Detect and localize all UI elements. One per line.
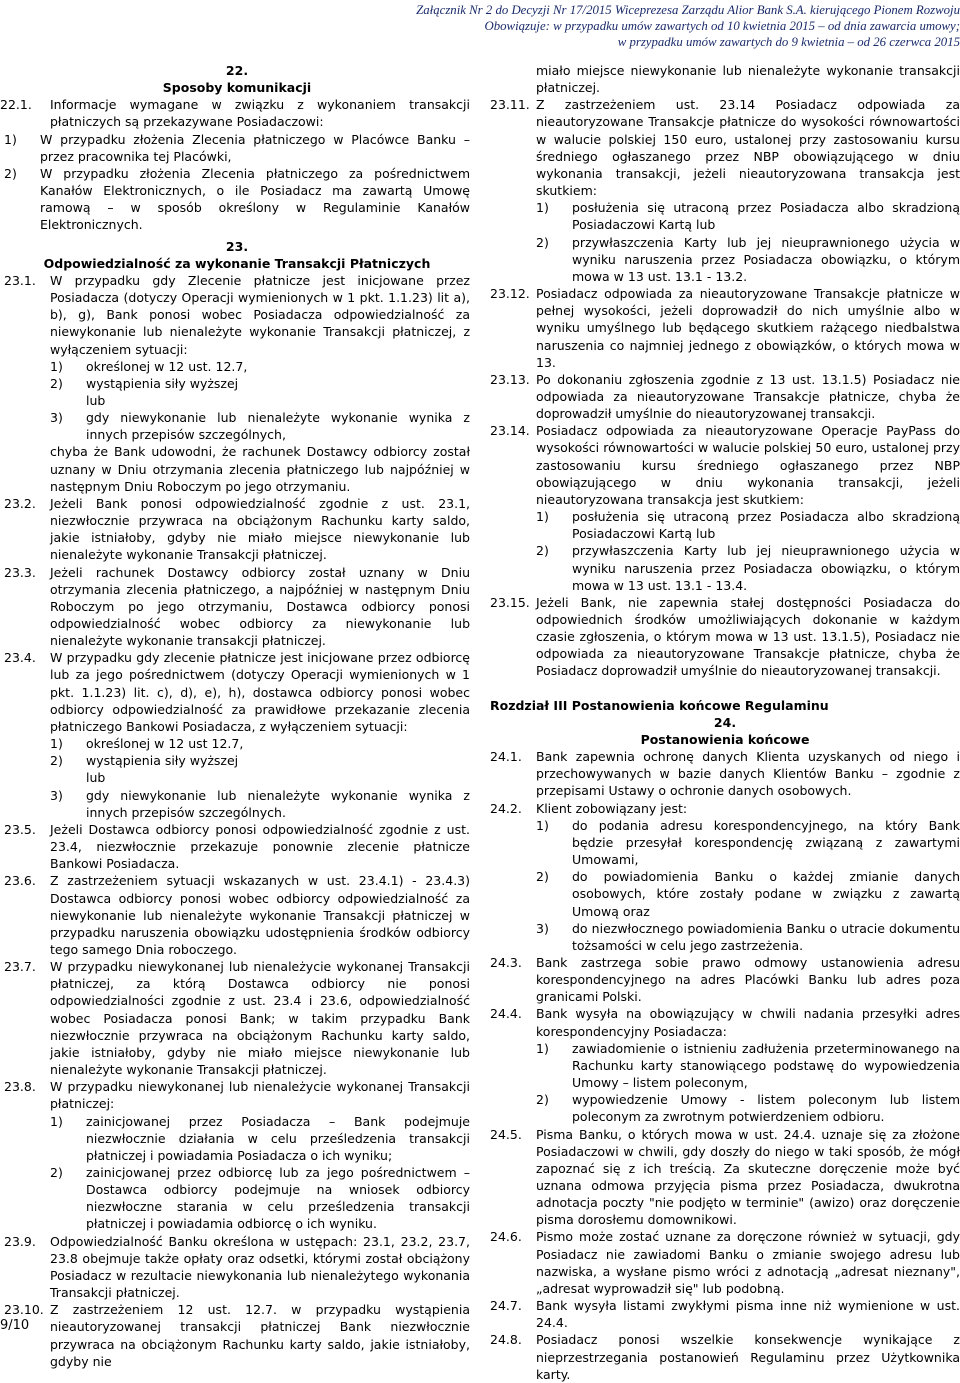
list-item [536,542,960,593]
list-item [50,1113,470,1164]
connector-text: lub [86,392,106,408]
paragraph-number: 23.4. [4,650,36,666]
list-marker: 2) [50,753,63,769]
list-item [536,1040,960,1091]
paragraph-text: Bank zastrzega sobie prawo odmowy ustanowienia adresu korespondencyjnego na adres Placówki Banku lub adres poza granicami Polski. [536,954,960,1005]
list-item [50,735,470,752]
paragraph-text: Po dokonaniu zgłoszenia zgodnie z 13 ust. 13.1.5) Posiadacz nie odpowiada za nieautoryzowane Transakcje płatnicze, chyba że doprowadził umyślnie do nieautoryzowanej transakcji. [536,371,960,422]
list-text: posłużenia się utraconą przez Posiadacza albo skradzioną Posiadaczowi Kartą lub [572,200,960,233]
list-text: do podania adresu korespondencyjnego, na który Bank będzie przesyłał korespondencję związaną z zawartymi Umowami, [572,817,960,868]
paragraph-continuation: chyba że Bank udowodni, że rachunek Dostawcy odbiorcy został uznany w Dniu otrzymania zlecenia płatniczego lub najpóźniej w następnym Dniu Roboczym po jego otrzymaniu. [50,444,470,494]
page-number: 9/10 [0,1318,30,1333]
paragraph-24-4 [490,1005,960,1039]
list-block [4,1113,470,1233]
paragraph-number: 23.15. [490,594,530,610]
paragraph-number: 24.7. [490,1298,522,1314]
list-marker: 1) [536,817,549,833]
paragraph-24-8 [490,1331,960,1382]
list-text: określonej w 12 ust 12.7, [86,736,244,752]
paragraph-text: Posiadacz odpowiada za nieautoryzowane Transakcje płatnicze w pełnej wysokości, jeżeli doprowadził do nich umyślnie albo w wyniku umyślnego lub będącego skutkiem rażącego niedbalstwa naruszenia co najmniej jednego z obowiązków, o których mowa w 13. [536,286,960,370]
paragraph-text: Posiadacz odpowiada za nieautoryzowane Operacje PayPass do wysokości równowartości w walucie polskiej 50 euro, ustalonej przy zastosowaniu kursu średniego ogłaszanego przez NBP obowiązującego w dniu wykonania transakcji, jeżeli nieautoryzowana transakcja jest skutkiem: [536,423,960,507]
list-text: gdy niewykonanie lub nienależyte wykonanie wynika z innych przepisów szczególnych. [86,787,470,820]
list-item [50,1164,470,1233]
section-24-number: 24. [713,714,737,730]
paragraph-text: Bank zapewnia ochronę danych Klienta uzyskanych od niego i przechowywanych w bazie danych Klientów Banku – zgodnie z przepisami Ustawy o ochronie danych osobowych. [536,749,960,799]
list-item [536,817,960,868]
paragraph-24-1 [490,748,960,799]
paragraph-number: 24.8. [490,1332,522,1348]
list-text: przywłaszczenia Karty lub jej nieuprawnionego użycia w wyniku naruszenia przez Posiadacza obowiązku, o którym mowa w 13 ust. 13.1 - 13.4. [572,543,960,593]
list-marker: 3) [50,787,63,803]
list-marker: 3) [536,920,549,936]
paragraph-number: 23.7. [4,959,36,975]
list-text: zainicjowanej przez Posiadacza – Bank podejmuje niezwłocznie działania w celu prześledzenia transakcji płatniczej i powiadamia Posiadacza o ich wyniku; [86,1113,470,1163]
list-item [50,752,470,769]
list-marker: 2) [536,543,549,559]
list-marker: 1) [50,1113,63,1129]
list-block [490,817,960,954]
section-22-number: 22. [225,63,249,78]
list-text: przywłaszczenia Karty lub jej nieuprawnionego użycia w wyniku naruszenia przez Posiadacza obowiązku, o którym mowa w 13 ust. 13.1 - 13.2. [572,234,960,284]
list-marker: 2) [536,234,549,250]
list-marker: 2) [4,165,17,181]
list-block [490,508,960,594]
paragraph-23-15 [490,594,960,680]
paragraph-23-7 [4,958,470,1078]
list-marker: 1) [4,131,17,147]
list-item [50,358,470,375]
paragraph-23-8 [4,1078,470,1112]
paragraph-number: 24.3. [490,954,522,970]
paragraph-text: W przypadku gdy zlecenie płatnicze jest inicjowane przez odbiorcę lub za jego pośrednictwem (dotyczy Operacji wymienionych w 1 pkt. 1.1.23) lit. c), d), e), h), dostawca odbiorcy ponosi wobec odbiorcy odpowiedzialność za prawidłowe przekazanie zlecenia płatniczego Bankowi Posiadacza, z wyłączeniem sytuacji: [50,650,470,734]
paragraph-number: 23.6. [4,873,36,889]
paragraph-text: Informacje wymagane w związku z wykonaniem transakcji płatniczych są przekazywane Posiadaczowi: [50,97,470,130]
paragraph-23-12 [490,285,960,371]
paragraph-number: 23.14. [490,423,530,439]
right-column [490,62,960,1383]
list-text: W przypadku złożenia Zlecenia płatniczego za pośrednictwem Kanałów Elektronicznych, o ile Posiadacz ma zawartą Umowę ramową – w sposób określony w Regulaminie Kanałów Elektronicznych. [40,165,470,233]
paragraph-number: 23.11. [490,97,530,113]
paragraph-number: 23.1. [4,272,36,288]
list-marker: 3) [50,410,63,426]
paragraph-23-1 [4,272,470,358]
paragraph-number: 23.10. [4,1302,44,1318]
paragraph-number: 23.5. [4,821,36,837]
paragraph-number: 24.2. [490,800,522,816]
list-item [4,131,470,165]
list-text: wypowiedzenie Umowy - listem poleconym lub listem poleconym za zwrotnym potwierdzeniem odbioru. [572,1092,960,1125]
paragraph-24-2 [490,800,960,817]
connector-text: lub [86,770,106,786]
paragraph-text: Z zastrzeżeniem ust. 23.14 Posiadacz odpowiada za nieautoryzowane Transakcje płatnicze do wysokości równowartości w walucie polskiej 150 euro, ustalonej przy zastosowaniu kursu średniego ogłaszanego przez NBP obowiązującego w dniu wykonania transakcji, jeżeli nieautoryzowana transakcja jest skutkiem: [536,97,960,199]
list-marker: 2) [50,1165,63,1180]
list-item [50,375,470,392]
section-23-number: 23. [225,238,249,254]
paragraph-23-4 [4,649,470,735]
list-item [536,234,960,285]
list-item [4,165,470,234]
paragraph-text: Jeżeli Dostawca odbiorcy ponosi odpowiedzialność zgodnie z ust. 23.4, niezwłocznie przekazuje ponownie zlecenie płatnicze Bankowi Posiadacza. [50,821,470,872]
list-block [4,735,470,821]
list-marker: 1) [50,358,63,374]
list-marker: 2) [50,375,63,391]
paragraph-text: Klient zobowiązany jest: [536,800,688,816]
paragraph-text: Pisma Banku, o których mowa w ust. 24.4. uznaje się za złożone Posiadaczowi w chwili, gdy doszły do niego w taki sposób, że mógł zapoznać się z ich treścią. Za skuteczne doręczenie może być uznana odmowa przyjęcia pisma przez Posiadacza, dwukrotna adnotacja poczty "nie podjęto w terminie" (awizo) oraz doręczenie pisma dorosłemu domownikowi. [536,1126,960,1228]
paragraph-number: 24.6. [490,1229,522,1245]
paragraph-text: Pismo może zostać uznane za doręczone również w sytuacji, gdy Posiadacz nie zawiadomi Banku o zmianie swojego adresu lub nazwiska, a wysłane pismo wróci z adnotacją „adresat nieznany", „adresat wyprowadził się" lub podobną. [536,1229,960,1296]
paragraph-text: W przypadku niewykonanej lub nienależycie wykonanej Transakcji płatniczej: [50,1079,470,1112]
paragraph-number: 23.8. [4,1079,36,1095]
list-marker: 1) [50,736,63,752]
paragraph-23-3 [4,564,470,650]
paragraph-24-5 [490,1126,960,1229]
section-22-title: Sposoby komunikacji [162,80,312,96]
list-item [50,409,470,443]
paragraph-22-1 [0,96,470,130]
left-column [0,62,470,1370]
list-text: zawiadomienie o istnieniu zadłużenia przeterminowanego na Rachunku karty stanowiącego podstawę do wypowiedzenia Umowy – listem poleconym, [572,1040,960,1091]
list-text: posłużenia się utraconą przez Posiadacza albo skradzioną Posiadaczowi Kartą lub [572,509,960,542]
list-item [536,868,960,919]
paragraph-text: Z zastrzeżeniem 12 ust. 12.7. w przypadku wystąpienia nieautoryzowanej transakcji płatniczej Bank niezwłocznie przywraca na obciążonym Rachunku karty saldo, jakie istniałoby, gdyby nie [50,1302,470,1369]
paragraph-24-7 [490,1297,960,1331]
list-item [536,920,960,954]
paragraph-text: Z zastrzeżeniem sytuacji wskazanych w ust. 23.4.1) - 23.4.3) Dostawca odbiorcy ponosi wobec odbiorcy odpowiedzialność za niewykonanie lub nienależyte wykonanie Transakcji płatniczej w przypadku naruszenia obowiązku udostępnienia środków odbiorcy tego samego Dnia roboczego. [50,873,470,957]
list-text: określonej w 12 ust. 12.7, [86,358,248,374]
paragraph-number: 24.1. [490,749,522,765]
paragraph-text: Jeżeli Bank, nie zapewnia stałej dostępności Posiadacza do odpowiednich środków umożliwiających dokonanie w każdym czasie zgłoszenia, o którym mowa w 13 ust. 13.1.5), Posiadacz nie odpowiada za nieautoryzowane Transakcje płatnicze, chyba że Posiadacz doprowadził umyślnie do nieautoryzowanej transakcji. [536,594,960,679]
paragraph-continuation: miało miejsce niewykonanie lub nienależyte wykonanie transakcji płatniczej. [536,63,960,96]
paragraph-number: 23.3. [4,564,36,580]
paragraph-text: W przypadku gdy Zlecenie płatnicze jest inicjowane przez Posiadacza (dotyczy Operacji wymienionych w 1 pkt. 1.1.23) lit a), b), g), Bank ponosi wobec Posiadacza odpowiedzialność za niewykonanie lub nienależyte wykonanie Transakcji płatniczej, z wyłączeniem sytuacji: [50,272,470,357]
paragraph-23-10 [4,1301,470,1370]
list-text: do powiadomienia Banku o każdej zmianie danych osobowych, które zostały podane w związku z zawartą Umową oraz [572,869,960,919]
paragraph-number: 24.4. [490,1006,522,1022]
paragraph-text: Jeżeli Bank ponosi odpowiedzialność zgodnie z ust. 23.1, niezwłocznie przywraca na obciążonym Rachunku karty saldo, jakie istniałoby, gdyby nie miało miejsce niewykonanie lub nienależyte wykonanie Transakcji płatniczej. [50,495,470,563]
list-text: W przypadku złożenia Zlecenia płatniczego w Placówce Banku – przez pracownika tej Placówki, [40,131,470,164]
list-marker: 2) [536,1092,549,1108]
list-block [4,358,470,444]
header-line-2: Obowiązuje: w przypadku umów zawartych od 10 kwietnia 2015 – od dnia zawarcia umowy; [484,19,960,33]
paragraph-23-14 [490,422,960,508]
list-text: do niezwłocznego powiadomienia Banku o utracie dokumentu tożsamości w celu jego zastrzeżenia. [572,920,960,953]
paragraph-23-9 [4,1233,470,1302]
paragraph-text: Posiadacz ponosi wszelkie konsekwencje wynikające z nieprzestrzegania postanowień Regulaminu przez Użytkownika karty. [536,1332,960,1382]
paragraph-number: 24.5. [490,1126,522,1142]
paragraph-23-13 [490,371,960,422]
paragraph-24-6 [490,1228,960,1297]
paragraph-23-5 [4,821,470,872]
list-text: gdy niewykonanie lub nienależyte wykonanie wynika z innych przepisów szczególnych, [86,410,470,443]
list-block [490,199,960,285]
paragraph-text: Jeżeli rachunek Dostawcy odbiorcy został uznany w Dniu otrzymania zlecenia płatniczego, a najpóźniej w następnym Dniu Roboczym po jego otrzymaniu, Dostawca odbiorcy ponosi odpowiedzialność wobec odbiorcy za niewykonanie lub nienależyte wykonanie transakcji płatniczej. [50,564,470,649]
section-23-title: Odpowiedzialność za wykonanie Transakcji Płatniczych [43,255,431,271]
paragraph-number: 23.2. [4,495,36,511]
list-marker: 2) [536,869,549,885]
list-item [50,787,470,821]
paragraph-23-6 [4,872,470,958]
list-text: wystąpienia siły wyższej [86,753,239,769]
paragraph-23-11 [490,96,960,199]
header-line-1: Załącznik Nr 2 do Decyzji Nr 17/2015 Wiceprezesa Zarządu Alior Bank S.A. kierującego Pionem Rozwoju [416,3,960,17]
paragraph-text: Bank wysyła listami zwykłymi pisma inne niż wymienione w ust. 24.4. [536,1298,960,1331]
document-header [416,2,960,50]
list-text: zainicjowanej przez odbiorcę lub za jego pośrednictwem – Dostawca odbiorcy podejmuje na wniosek odbiorcy niezwłoczne starania w celu prześledzenia transakcji płatniczej i powiadamia odbiorcę o ich wyniku. [86,1165,470,1232]
paragraph-23-2 [4,495,470,564]
paragraph-text: Odpowiedzialność Banku określona w ustępach: 23.1, 23.2, 23.7, 23.8 obejmuje także opłaty oraz odsetki, którymi został obciążony Posiadacz w rezultacie niewykonania lub nienależytego wykonania Transakcji płatniczej. [50,1233,470,1301]
list-block [490,1040,960,1126]
paragraph-text: Bank wysyła na obowiązujący w chwili nadania przesyłki adres korespondencyjny Posiadacza: [536,1006,960,1039]
list-item [536,1091,960,1125]
paragraph-24-3 [490,954,960,1005]
paragraph-number: 22.1. [0,97,32,113]
paragraph-number: 23.13. [490,371,530,387]
list-marker: 1) [536,200,549,216]
paragraph-text: W przypadku niewykonanej lub nienależycie wykonanej Transakcji płatniczej, za którą Dostawca odbiorcy nie ponosi odpowiedzialności zgodnie z ust. 23.4 i 23.6, odpowiedzialność wobec Posiadacza ponosi Bank; w takim przypadku Bank niezwłocznie przywraca na obciążonym Rachunku karty saldo, jakie istniałoby, gdyby nie miało miejsce niewykonanie lub nienależyte wykonanie Transakcji płatniczej. [50,959,470,1078]
chapter-title: Rozdział III Postanowienia końcowe Regulaminu [490,697,829,713]
paragraph-number: 23.9. [4,1233,36,1249]
list-marker: 1) [536,509,549,525]
list-text: wystąpienia siły wyższej [86,375,239,391]
list-item [536,508,960,542]
list-marker: 1) [536,1040,549,1056]
paragraph-number: 23.12. [490,286,530,302]
section-24-title: Postanowienia końcowe [640,731,810,747]
list-item [536,199,960,233]
header-line-3: w przypadku umów zawartych do 9 kwietnia – od 26 czerwca 2015 [617,35,960,49]
